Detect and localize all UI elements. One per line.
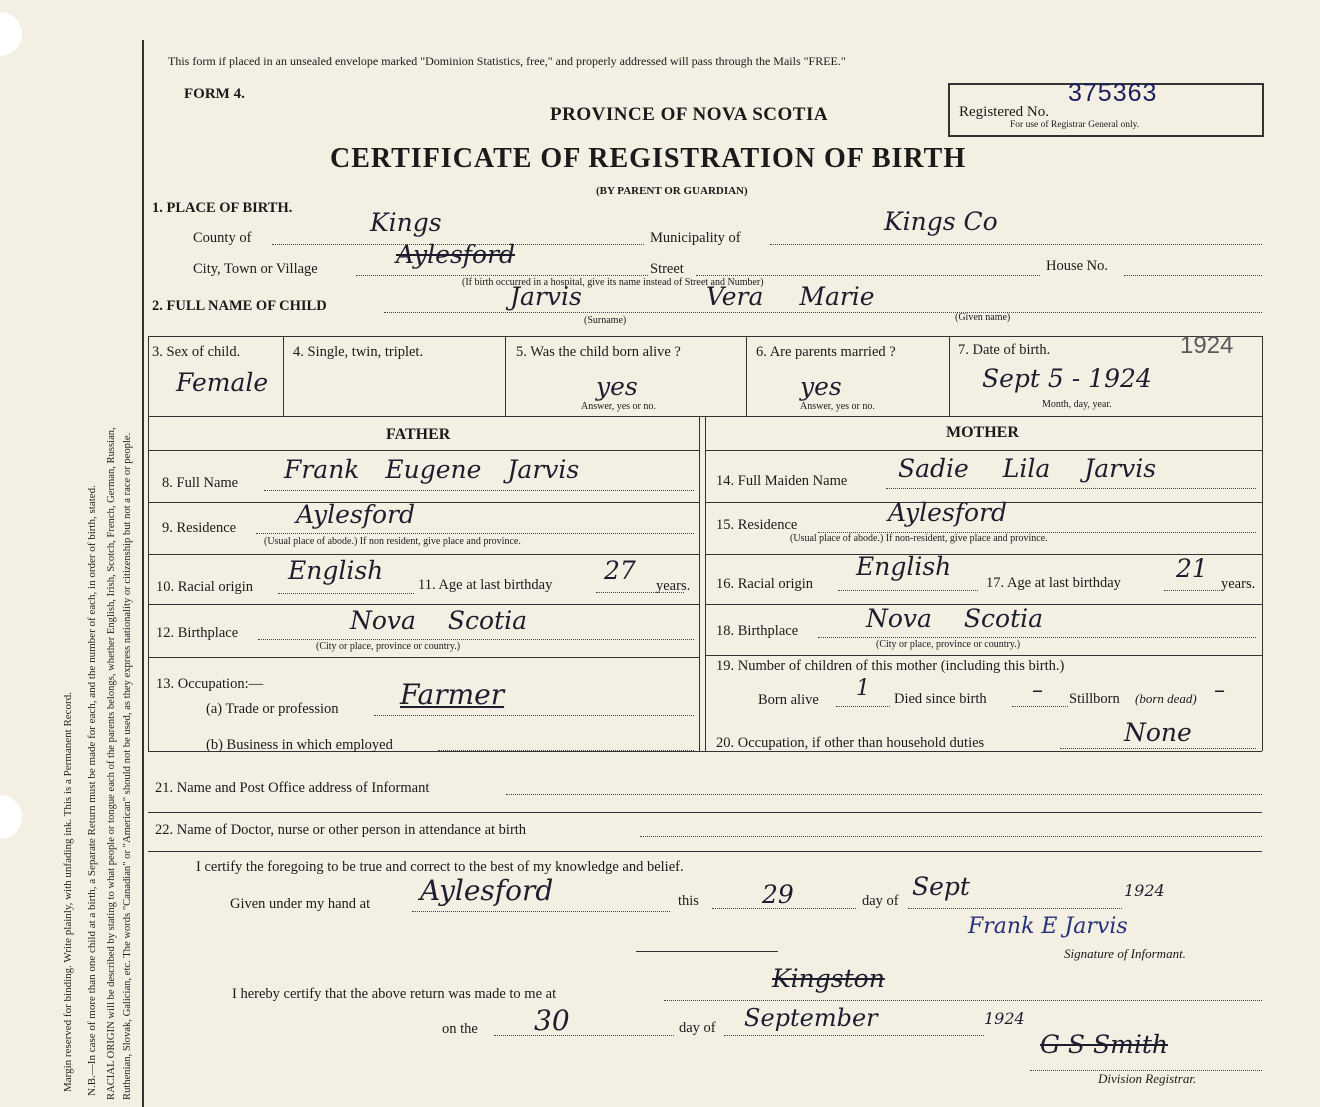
father-residence-label: 9. Residence [162, 520, 237, 536]
return-made-label: I hereby certify that the above return was made to me at [232, 986, 557, 1002]
father-birthplace-label: 12. Birthplace [156, 625, 239, 641]
mother-birthplace-label: 18. Birthplace [716, 623, 799, 639]
informant-signature-label: Signature of Informant. [1064, 946, 1186, 961]
parents-married-value: yes [800, 372, 842, 401]
date-of-birth-label: 7. Date of birth. [958, 342, 1051, 358]
died-since-birth-value: – [1032, 678, 1043, 703]
registered-number-value: 375363 [1068, 79, 1158, 107]
mother-birthplace-value: Nova Scotia [866, 604, 1044, 633]
separator-rule [636, 951, 778, 952]
certificate-title: CERTIFICATE OF REGISTRATION OF BIRTH [330, 143, 967, 174]
house-number-line [1124, 275, 1262, 276]
born-alive-caption: Answer, yes or no. [581, 401, 656, 412]
occupation-label: 13. Occupation:— [156, 676, 264, 692]
margin-note-3: RACIAL ORIGIN will be described by stating to what people or tongue each of the parents belongs, whether English, Irish, Scotch, French, German, Russian, [106, 427, 117, 1100]
margin-rule [142, 40, 144, 1107]
mother-birthplace-caption: (City or place, province or country.) [876, 639, 1021, 650]
business-label: (b) Business in which employed [206, 737, 393, 753]
plurality-label: 4. Single, twin, triplet. [293, 344, 424, 360]
father-name-label: 8. Full Name [162, 475, 239, 491]
parents-married-caption: Answer, yes or no. [800, 401, 875, 412]
registered-number-box [948, 79, 1264, 137]
binder-hole-bottom [0, 795, 22, 839]
father-age-years: years. [656, 578, 691, 594]
return-place-value: Kingston [772, 964, 885, 993]
mother-residence-caption: (Usual place of abode.) If non-resident, give place and province. [790, 533, 1048, 544]
stillborn-label: Stillborn [1069, 691, 1120, 707]
born-alive-label: 5. Was the child born alive ? [516, 344, 681, 360]
doctor-label: 22. Name of Doctor, nurse or other person in attendance at birth [155, 822, 527, 838]
given-day-value: 29 [762, 880, 794, 909]
mother-name-value: Sadie Lila Jarvis [898, 454, 1157, 483]
registered-number-label: Registered No. [959, 104, 1049, 120]
mother-age-years: years. [1221, 576, 1256, 592]
binder-hole-top [0, 12, 22, 56]
died-since-birth-label: Died since birth [894, 691, 987, 707]
father-heading: FATHER [386, 426, 451, 443]
mother-age-value: 21 [1176, 554, 1208, 583]
mother-racial-origin-value: English [856, 552, 952, 581]
return-day-value: 30 [534, 1004, 570, 1037]
informant-label: 21. Name and Post Office address of Informant [155, 780, 430, 796]
return-year-value: 1924 [984, 1009, 1025, 1028]
municipality-label: Municipality of [650, 230, 741, 246]
child-surname-value: Jarvis [510, 282, 582, 311]
parents-married-label: 6. Are parents married ? [756, 344, 896, 360]
mother-occupation-label: 20. Occupation, if other than household duties [716, 735, 985, 751]
street-label: Street [650, 261, 684, 277]
municipality-line [770, 244, 1262, 245]
this-label: this [678, 893, 699, 909]
mother-name-label: 14. Full Maiden Name [716, 473, 848, 489]
trade-label: (a) Trade or profession [206, 701, 339, 717]
child-name-label: 2. FULL NAME OF CHILD [152, 298, 327, 314]
street-line [696, 275, 1040, 276]
mother-heading: MOTHER [946, 424, 1019, 441]
sex-label: 3. Sex of child. [152, 344, 241, 360]
city-value: Aylesford [396, 240, 516, 269]
date-of-birth-caption: Month, day, year. [1042, 399, 1112, 410]
stillborn-caption: (born dead) [1135, 691, 1197, 706]
surname-caption: (Surname) [584, 315, 627, 326]
on-the-label: on the [442, 1021, 478, 1037]
father-birthplace-caption: (City or place, province or country.) [316, 641, 461, 652]
mother-occupation-value: None [1124, 718, 1192, 747]
place-of-birth-heading: 1. PLACE OF BIRTH. [152, 200, 293, 216]
given-name-caption: (Given name) [955, 312, 1011, 323]
father-racial-origin-label: 10. Racial origin [156, 579, 254, 595]
certification-statement: I certify the foregoing to be true and correct to the best of my knowledge and belief. [196, 859, 684, 875]
given-place-value: Aylesford [420, 874, 554, 907]
born-alive-count-label: Born alive [758, 692, 819, 708]
margin-note-4: Ruthenian, Slovak, Galician, etc. The words "Canadian" or "American" should not be used, as they express nationality or citizenship but not a race or people. [122, 432, 133, 1100]
city-label: City, Town or Village [193, 261, 318, 277]
mother-residence-label: 15. Residence [716, 517, 798, 533]
return-day-of-label: day of [679, 1020, 716, 1036]
informant-signature: Frank E Jarvis [968, 914, 1128, 939]
trade-value: Farmer [400, 678, 505, 711]
child-name-line [384, 312, 1262, 313]
municipality-value: Kings Co [884, 207, 998, 236]
house-number-label: House No. [1046, 258, 1109, 274]
hospital-note: (If birth occurred in a hospital, give its name instead of Street and Number) [462, 277, 764, 288]
born-alive-count-value: 1 [856, 676, 870, 701]
row-top-rule [148, 336, 1262, 337]
province-heading: PROVINCE OF NOVA SCOTIA [550, 104, 829, 125]
father-birthplace-value: Nova Scotia [350, 606, 528, 635]
father-name-value: Frank Eugene Jarvis [284, 455, 580, 484]
father-residence-caption: (Usual place of abode.) If non resident, give place and province. [264, 536, 521, 547]
margin-note-1: Margin reserved for binding. Write plainly, with unfading ink. This is a Permanent Record. [62, 692, 74, 1092]
registrar-signature: G S Smith [1040, 1030, 1168, 1059]
father-age-label: 11. Age at last birthday [418, 577, 553, 593]
children-count-label: 19. Number of children of this mother (including this birth.) [716, 658, 1065, 674]
given-year-value: 1924 [1124, 881, 1165, 900]
division-registrar-label: Division Registrar. [1098, 1071, 1197, 1086]
registrar-general-note: For use of Registrar General only. [1010, 120, 1140, 130]
father-residence-value: Aylesford [296, 500, 416, 529]
given-day-of-label: day of [862, 893, 899, 909]
mother-age-label: 17. Age at last birthday [986, 575, 1121, 591]
county-label: County of [193, 230, 252, 246]
certificate-subtitle: (BY PARENT OR GUARDIAN) [596, 185, 748, 197]
mother-residence-value: Aylesford [888, 498, 1008, 527]
father-age-value: 27 [604, 556, 636, 585]
binding-margin [0, 0, 142, 1107]
year-annotation: 1924 [1180, 332, 1234, 359]
sex-value: Female [176, 368, 269, 397]
return-month-value: September [744, 1004, 878, 1032]
father-racial-origin-value: English [288, 556, 384, 585]
date-of-birth-value: Sept 5 - 1924 [982, 364, 1152, 393]
margin-note-2: N.B.—In case of more than one child at a birth, a Separate Return must be made for each, and the number of each, in order of birth, stated. [86, 485, 98, 1096]
county-value: Kings [370, 208, 442, 237]
free-mail-note: This form if placed in an unsealed envelope marked "Dominion Statistics, free," and properly addressed will pass through the Mails "FREE." [168, 54, 846, 68]
born-alive-value: yes [596, 372, 638, 401]
stillborn-value: – [1214, 678, 1225, 703]
city-line [356, 275, 648, 276]
form-number: FORM 4. [184, 86, 245, 102]
mother-racial-origin-label: 16. Racial origin [716, 576, 814, 592]
given-under-hand-label: Given under my hand at [230, 896, 371, 912]
given-month-value: Sept [912, 872, 970, 901]
child-given-name-value: Vera Marie [706, 282, 875, 311]
